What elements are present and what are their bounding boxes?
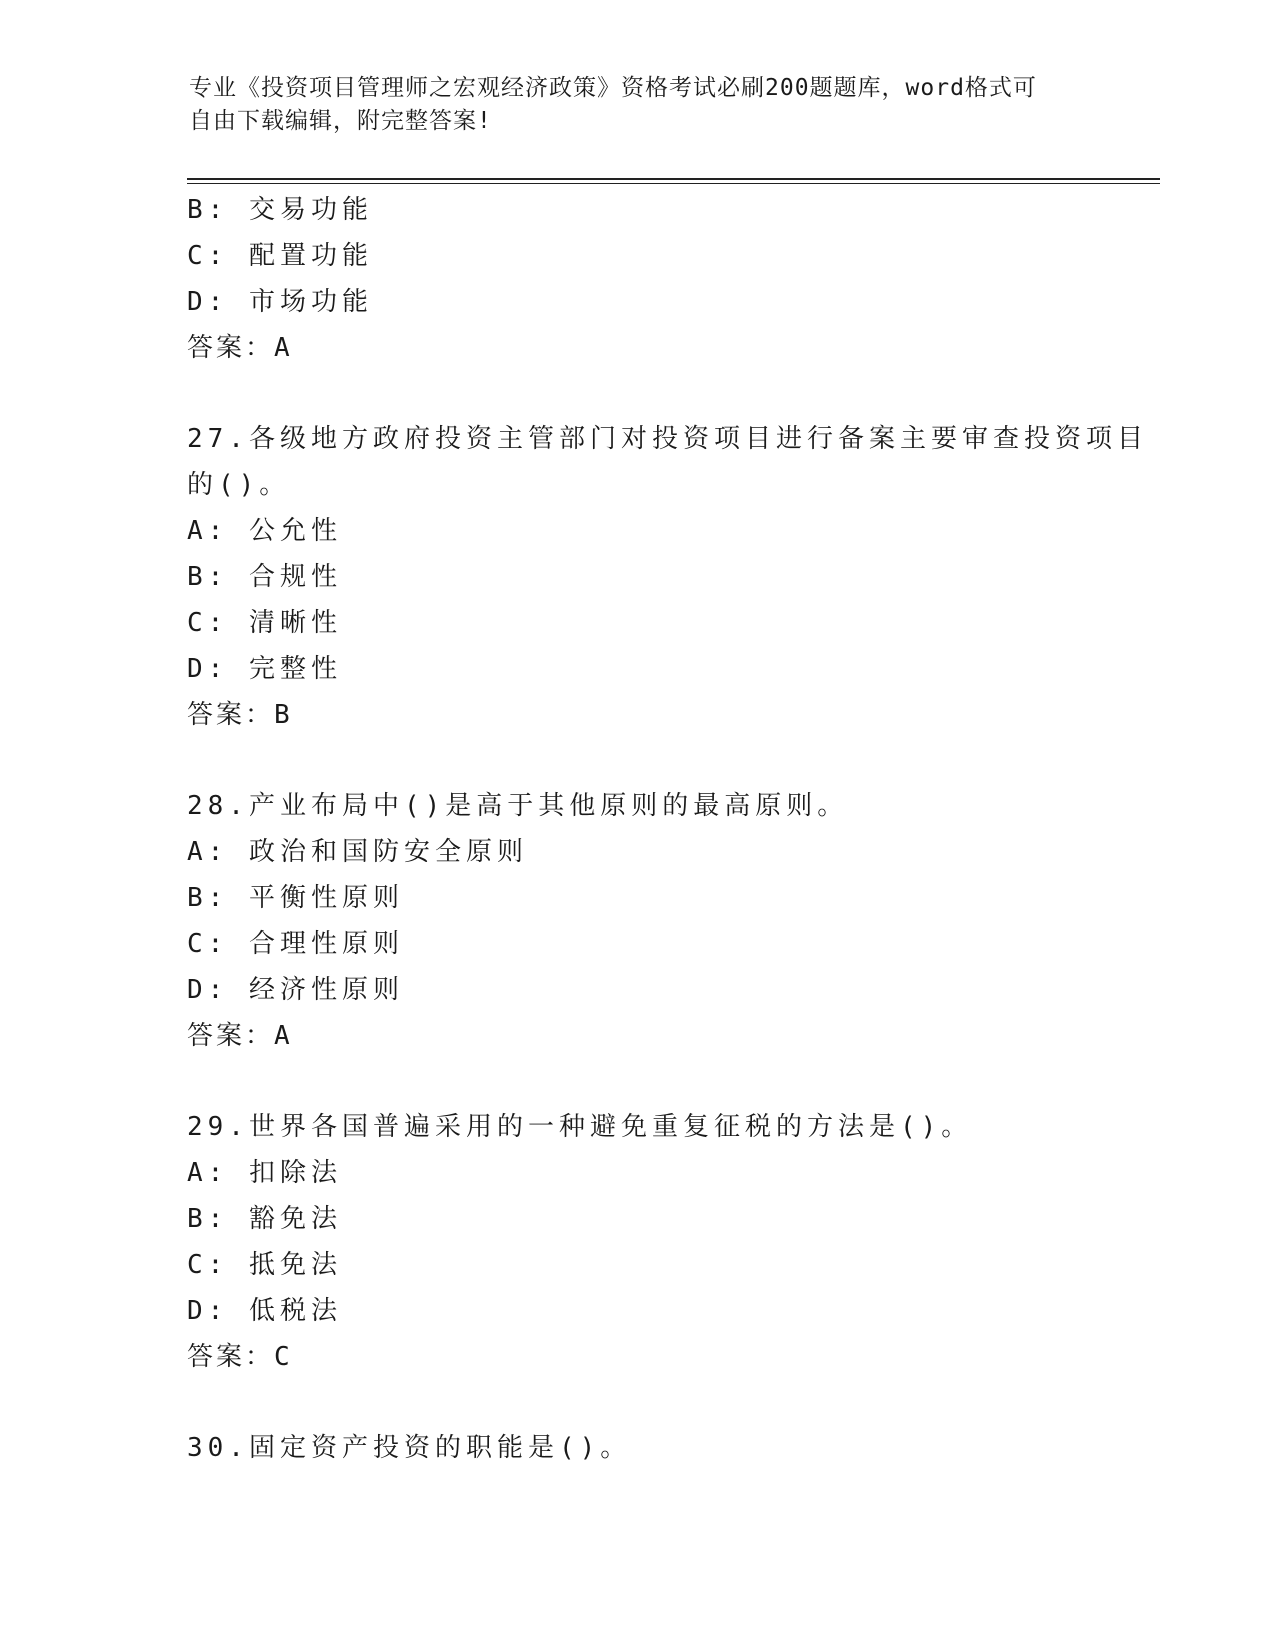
answer: 答案：C <box>187 1342 293 1372</box>
question-stem: 28.产业布局中()是高于其他原则的最高原则。 <box>187 791 849 821</box>
option-c: C: 抵免法 <box>187 1250 342 1280</box>
option-d: D: 市场功能 <box>187 287 373 317</box>
question-stem: 27.各级地方政府投资主管部门对投资项目进行备案主要审查投资项目 <box>187 424 1148 454</box>
option-b: B: 豁免法 <box>187 1204 342 1234</box>
question-list <box>187 187 1148 1471</box>
option-c: C: 清晰性 <box>187 608 342 638</box>
question-stem: 30.固定资产投资的职能是()。 <box>187 1433 632 1463</box>
option-a: A: 扣除法 <box>187 1158 342 1188</box>
option-d: D: 经济性原则 <box>187 975 404 1005</box>
question-fragment <box>187 187 1087 371</box>
option-b: B: 交易功能 <box>187 195 373 225</box>
answer: 答案：A <box>187 333 293 363</box>
option-d: D: 完整性 <box>187 654 342 684</box>
option-b: B: 平衡性原则 <box>187 883 404 913</box>
header-divider-thin <box>187 183 1160 184</box>
answer: 答案：B <box>187 700 293 730</box>
question-30 <box>187 1425 1087 1471</box>
question-stem-continued: 的()。 <box>187 470 291 500</box>
option-a: A: 政治和国防安全原则 <box>187 837 528 867</box>
header-divider-thick <box>187 178 1160 180</box>
header-line-1: 专业《投资项目管理师之宏观经济政策》资格考试必刷200题题库，word格式可 <box>189 75 1037 101</box>
option-c: C: 配置功能 <box>187 241 373 271</box>
question-28 <box>187 783 1087 1059</box>
document-header <box>189 72 1069 138</box>
option-a: A: 公允性 <box>187 516 342 546</box>
header-line-2: 自由下载编辑，附完整答案! <box>189 108 492 134</box>
option-d: D: 低税法 <box>187 1296 342 1326</box>
question-29 <box>187 1104 1087 1380</box>
question-27 <box>187 416 1148 738</box>
option-b: B: 合规性 <box>187 562 342 592</box>
answer: 答案：A <box>187 1021 293 1051</box>
option-c: C: 合理性原则 <box>187 929 404 959</box>
question-stem: 29.世界各国普遍采用的一种避免重复征税的方法是()。 <box>187 1112 973 1142</box>
